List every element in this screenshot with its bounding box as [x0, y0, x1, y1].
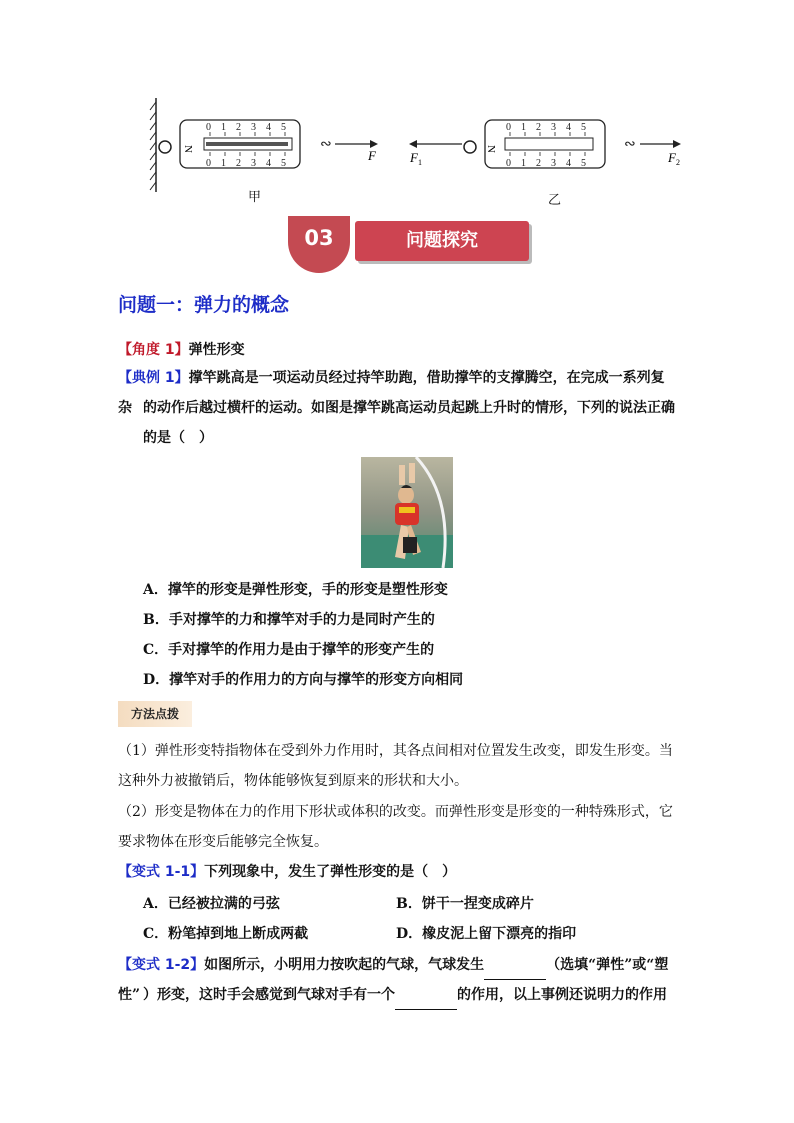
scale-num-top-right-0: 0	[506, 122, 511, 133]
angle-tag: 【角度 1】	[118, 342, 189, 358]
scale-unit-left: N	[182, 145, 194, 153]
variant1-option-c: C．粉笔掉到地上断成两截	[143, 926, 309, 942]
method-p2-line1: （2）形变是物体在力的作用下形状或体积的改变。而弹性形变是形变的一种特殊形式，它	[118, 804, 673, 820]
section-header	[284, 212, 534, 272]
angle-line	[118, 335, 678, 365]
method-p1-line1: （1）弹性形变特指物体在受到外力作用时，其各点间相对位置发生改变，即发生形变。当	[118, 743, 673, 759]
scale-num-top-left-0: 0	[206, 122, 211, 133]
variant2-blank-1[interactable]	[484, 964, 546, 980]
scale-num-bot-right-2: 2	[536, 158, 541, 169]
scale-num-top-left-2: 2	[236, 122, 241, 133]
angle-title: 弹性形变	[188, 342, 245, 358]
svg-text:∾: ∾	[320, 136, 332, 152]
example-option-a: A．撑竿的形变是弹性形变，手的形变是塑性形变	[143, 582, 448, 598]
figure-caption-right: 乙	[548, 193, 562, 208]
scale-num-top-left-5: 5	[281, 122, 286, 133]
variant2-tag: 【变式 1-2】	[118, 957, 205, 973]
variant2-text-2a: ）形变，这时手会感觉到气球对手有一个	[143, 987, 395, 1003]
variant1-line	[118, 857, 678, 887]
scale-num-bot-right-0: 0	[506, 158, 511, 169]
scale-num-top-right-3: 3	[551, 122, 556, 133]
example-option-b: B．手对撑竿的力和撑竿对手的力是同时产生的	[143, 612, 435, 628]
section-number: 03	[304, 226, 334, 250]
scale-num-bot-left-1: 1	[221, 158, 226, 169]
method-label: 方法点拨	[118, 701, 192, 727]
force-label-f: F	[368, 148, 376, 163]
variant2-blank-2[interactable]	[395, 994, 457, 1010]
wall-hatching	[150, 98, 156, 192]
scale-num-top-left-4: 4	[266, 122, 271, 133]
variant1-option-b: B．饼干一捏变成碎片	[396, 896, 534, 912]
spring-scale-figure	[140, 92, 700, 212]
variant1-option-d: D．橡皮泥上留下漂亮的指印	[396, 926, 577, 942]
example-option-d: D．撑竿对手的作用力的方向与撑竿的形变方向相同	[143, 672, 464, 688]
scale-num-top-left-1: 1	[221, 122, 226, 133]
scale-num-bot-left-0: 0	[206, 158, 211, 169]
variant2-text-1b: （选填“弹性”或“塑性”	[118, 957, 669, 1003]
pole-vault-photo	[361, 457, 453, 568]
scale-num-bot-right-5: 5	[581, 158, 586, 169]
scale-num-top-right-2: 2	[536, 122, 541, 133]
variant2-line-2	[118, 980, 703, 1010]
scale-num-bot-left-5: 5	[281, 158, 286, 169]
example-text-1: 撑竿跳高是一项运动员经过持竿助跑，借助撑竿的支撑腾空，在完成一系列复杂	[118, 370, 665, 416]
example-tag: 【典例 1】	[118, 370, 189, 386]
scale-num-bot-right-4: 4	[566, 158, 571, 169]
variant1-option-a: A．已经被拉满的弓弦	[143, 896, 280, 912]
force-label-f2-sub: 2	[676, 158, 680, 167]
question-heading: 问题一：弹力的概念	[118, 294, 290, 316]
scale-num-bot-right-3: 3	[551, 158, 556, 169]
figure-caption-left: 甲	[248, 190, 262, 205]
section-title: 问题探究	[355, 221, 529, 261]
scale-num-top-right-4: 4	[566, 122, 571, 133]
method-p2-line2: 要求物体在形变后能够完全恢复。	[118, 834, 328, 850]
scale-num-top-right-1: 1	[521, 122, 526, 133]
example-option-c: C．手对撑竿的作用力是由于撑竿的形变产生的	[143, 642, 435, 658]
spring-scale-right	[409, 120, 681, 168]
force-label-f1-sub: 1	[418, 158, 422, 167]
scale-num-bot-left-4: 4	[266, 158, 271, 169]
scale-num-bot-left-2: 2	[236, 158, 241, 169]
force-label-f1: F	[410, 150, 418, 165]
force-label-f2: F	[668, 150, 676, 165]
variant2-text-1a: 如图所示，小明用力按吹起的气球，气球发生	[204, 957, 485, 973]
scale-num-top-left-3: 3	[251, 122, 256, 133]
scale-num-top-right-5: 5	[581, 122, 586, 133]
svg-text:∾: ∾	[624, 136, 636, 152]
method-p1-line2: 这种外力被撤销后，物体能够恢复到原来的形状和大小。	[118, 773, 468, 789]
example-text-3: 的是（ ）	[143, 430, 213, 446]
scale-num-bot-left-3: 3	[251, 158, 256, 169]
example-text-2: 的动作后越过横杆的运动。如图是撑竿跳高运动员起跳上升时的情形，下列的说法正确	[143, 400, 675, 416]
variant1-stem: 下列现象中，发生了弹性形变的是（ ）	[204, 864, 457, 880]
scale-num-bot-right-1: 1	[521, 158, 526, 169]
variant2-text-2b: 的作用，以上事例还说明力的作用	[457, 987, 667, 1003]
scale-unit-right: N	[485, 145, 497, 153]
variant1-tag: 【变式 1-1】	[118, 864, 205, 880]
